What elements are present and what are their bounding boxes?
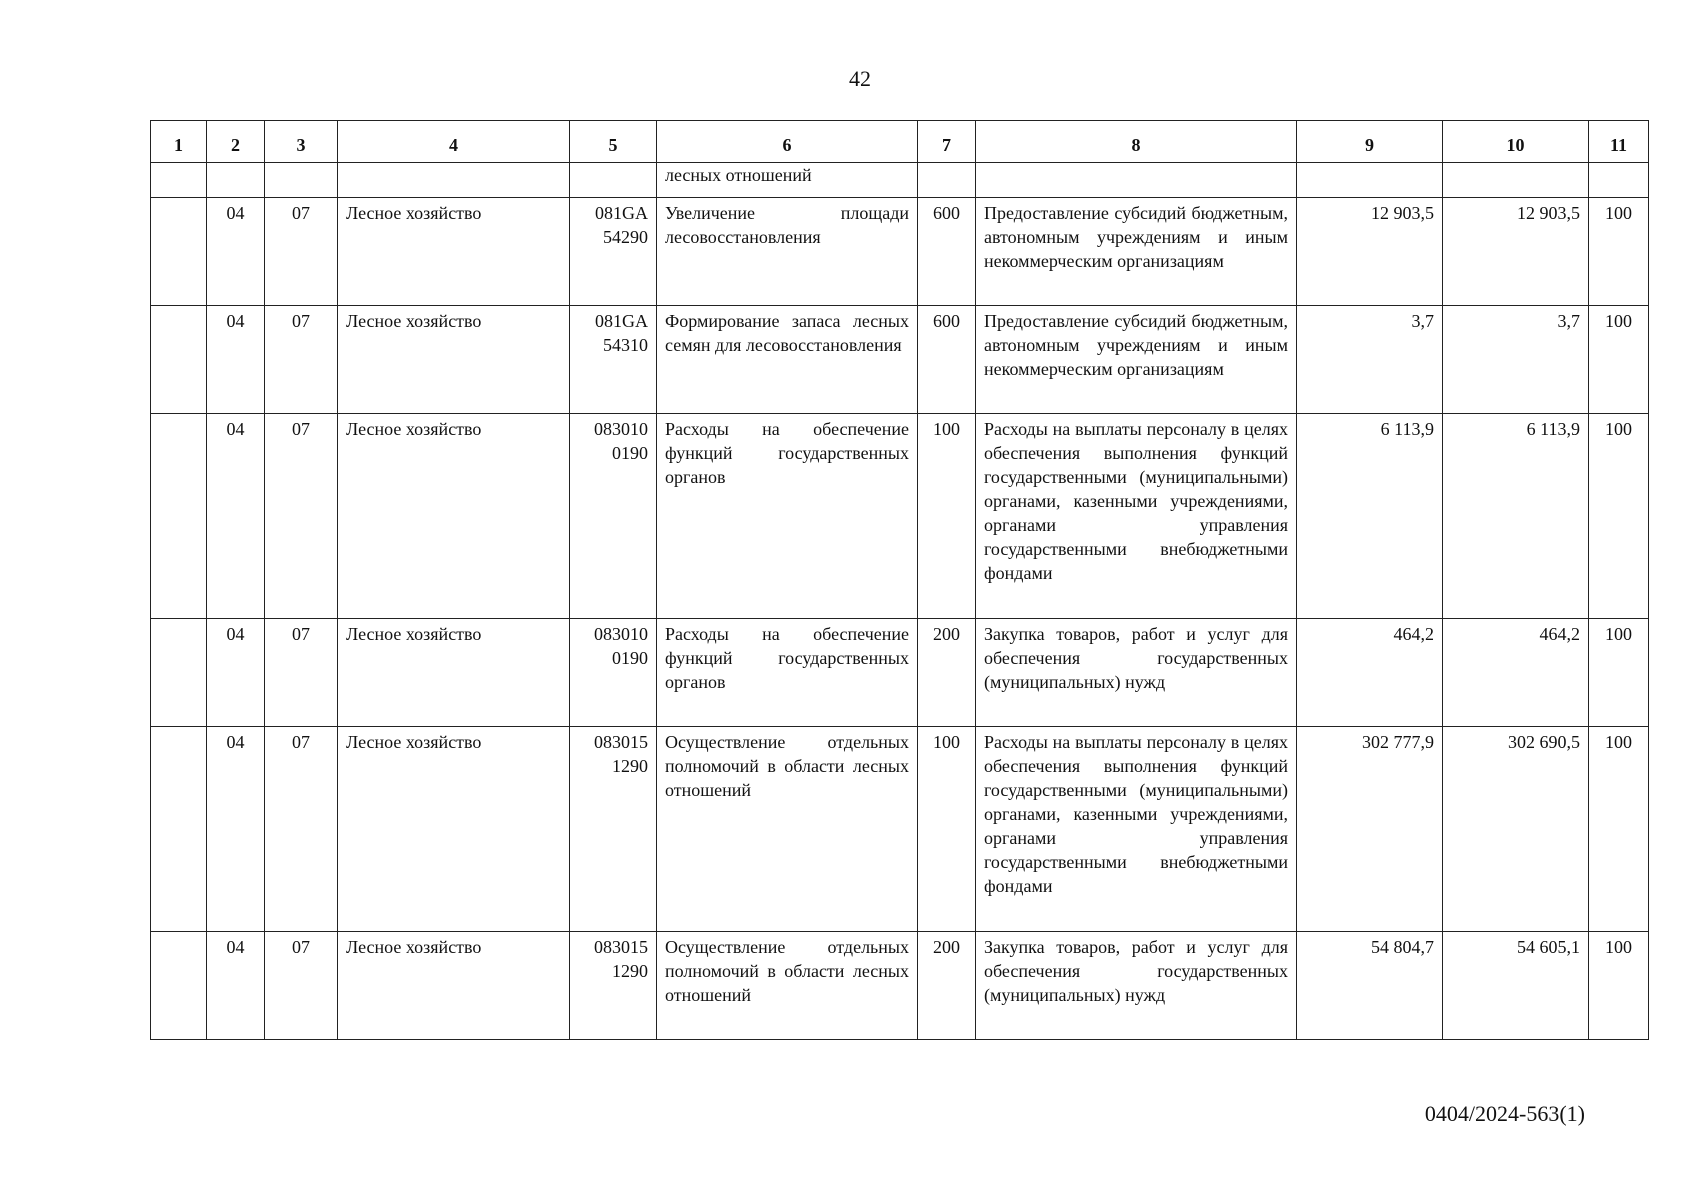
cell-amount-plan: 54 804,7 [1297,932,1443,1040]
cell-col1 [151,932,207,1040]
cell-name: Лесное хозяйство [338,306,570,414]
cell-name: Лесное хозяйство [338,619,570,727]
document-reference: 0404/2024-563(1) [1424,1101,1585,1126]
cell-target-article: 083015 1290 [570,727,657,932]
cell-col1 [151,727,207,932]
cell-subsection: 07 [265,727,338,932]
cell-expense-type-name: Предоставление субсидий бюджетным, автономным учреждениям и иным некоммерческим организациям [976,306,1297,414]
table-row [151,727,1649,932]
cell-subsection: 07 [265,619,338,727]
cell-amount-actual: 3,7 [1443,306,1589,414]
cell-name: Лесное хозяйство [338,727,570,932]
cell-name: Лесное хозяйство [338,198,570,306]
cell-target-article: 083015 1290 [570,932,657,1040]
cell-amount-plan: 6 113,9 [1297,414,1443,619]
cell-percent: 100 [1589,727,1649,932]
cell-article-name: Осуществление отдельных полномочий в области лесных отношений [657,932,918,1040]
cell-percent: 100 [1589,306,1649,414]
cell-article-name: Формирование запаса лесных семян для лесовосстановления [657,306,918,414]
cell-section: 04 [207,619,265,727]
cell-percent: 100 [1589,619,1649,727]
table-row [151,306,1649,414]
column-header: 3 [265,121,338,163]
table-body [151,198,1649,1040]
cell-amount-actual: 464,2 [1443,619,1589,727]
continuation-row [151,163,1649,198]
cell-target-article: 083010 0190 [570,619,657,727]
cell-target-article: 081GA 54310 [570,306,657,414]
cell-section: 04 [207,932,265,1040]
column-header: 9 [1297,121,1443,163]
cell-section: 04 [207,414,265,619]
cell-article-name: Расходы на обеспечение функций государственных органов [657,414,918,619]
column-header: 5 [570,121,657,163]
cell-subsection: 07 [265,414,338,619]
cell-subsection: 07 [265,306,338,414]
cell-expense-type-name: Предоставление субсидий бюджетным, автономным учреждениям и иным некоммерческим организациям [976,198,1297,306]
cell-expense-type-name: Расходы на выплаты персоналу в целях обеспечения выполнения функций государственными (муниципальными) органами, казенными учреждениями, органами управления государственными внебюджетными фондами [976,414,1297,619]
cell-subsection: 07 [265,198,338,306]
cell-expense-type: 600 [918,306,976,414]
cell-expense-type-name: Закупка товаров, работ и услуг для обеспечения государственных (муниципальных) нужд [976,619,1297,727]
cell-amount-actual: 54 605,1 [1443,932,1589,1040]
cell-subsection: 07 [265,932,338,1040]
cell-section: 04 [207,727,265,932]
cell-target-article: 081GA 54290 [570,198,657,306]
cell-target-article: 083010 0190 [570,414,657,619]
cell-expense-type-name: Закупка товаров, работ и услуг для обеспечения государственных (муниципальных) нужд [976,932,1297,1040]
column-header: 8 [976,121,1297,163]
cell-percent: 100 [1589,198,1649,306]
cell-name: Лесное хозяйство [338,414,570,619]
column-header: 2 [207,121,265,163]
cell-expense-type: 600 [918,198,976,306]
cell-name: Лесное хозяйство [338,932,570,1040]
column-header: 10 [1443,121,1589,163]
column-header: 11 [1589,121,1649,163]
continuation-text: лесных отношений [657,163,918,198]
cell-amount-plan: 464,2 [1297,619,1443,727]
cell-expense-type-name: Расходы на выплаты персоналу в целях обеспечения выполнения функций государственными (муниципальными) органами, казенными учреждениями, органами управления государственными внебюджетными фондами [976,727,1297,932]
page-number: 42 [849,66,871,91]
cell-expense-type: 200 [918,932,976,1040]
cell-expense-type: 100 [918,727,976,932]
column-header: 4 [338,121,570,163]
table-header-row [151,121,1649,163]
cell-amount-actual: 6 113,9 [1443,414,1589,619]
cell-col1 [151,198,207,306]
cell-article-name: Расходы на обеспечение функций государственных органов [657,619,918,727]
table-row [151,414,1649,619]
budget-table [150,120,1649,1040]
cell-col1 [151,306,207,414]
cell-amount-plan: 12 903,5 [1297,198,1443,306]
cell-percent: 100 [1589,414,1649,619]
cell-expense-type: 100 [918,414,976,619]
cell-section: 04 [207,198,265,306]
cell-col1 [151,414,207,619]
cell-col1 [151,619,207,727]
cell-article-name: Увеличение площади лесовосстановления [657,198,918,306]
cell-amount-plan: 302 777,9 [1297,727,1443,932]
cell-amount-plan: 3,7 [1297,306,1443,414]
cell-percent: 100 [1589,932,1649,1040]
table-row [151,198,1649,306]
cell-amount-actual: 302 690,5 [1443,727,1589,932]
column-header: 6 [657,121,918,163]
cell-expense-type: 200 [918,619,976,727]
table-row [151,619,1649,727]
column-header: 7 [918,121,976,163]
table-row [151,932,1649,1040]
cell-amount-actual: 12 903,5 [1443,198,1589,306]
cell-section: 04 [207,306,265,414]
cell-article-name: Осуществление отдельных полномочий в области лесных отношений [657,727,918,932]
column-header: 1 [151,121,207,163]
